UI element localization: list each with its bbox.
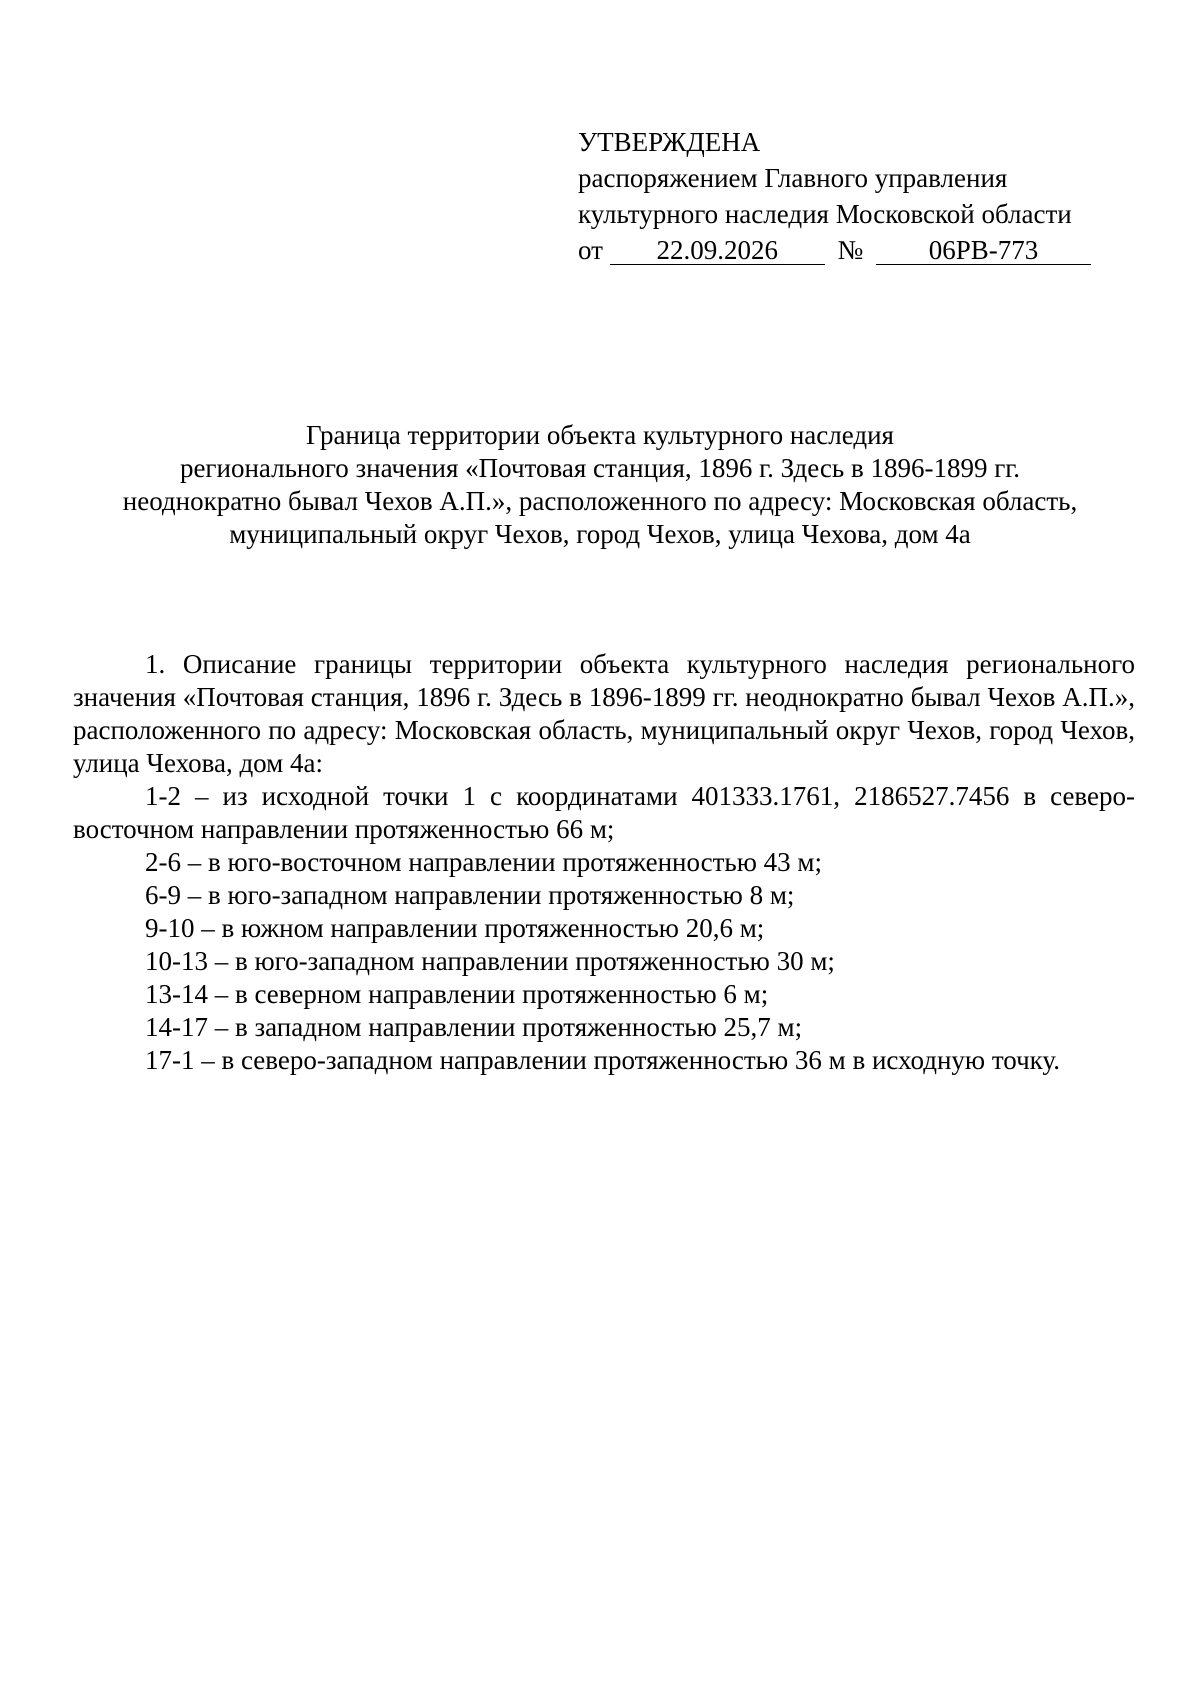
boundary-segment-item: 10-13 – в юго-западном направлении протяженностью 30 м; xyxy=(145,946,835,976)
boundary-segment-item: 13-14 – в северном направлении протяженностью 6 м; xyxy=(145,979,769,1009)
title-line-3: неоднократно бывал Чехов А.П.», расположенного по адресу: Московская область, xyxy=(122,486,1078,516)
date-prefix: от xyxy=(578,235,603,265)
title-line-1: Граница территории объекта культурного наследия xyxy=(306,420,894,450)
document-title xyxy=(60,419,1140,551)
boundary-segment-item: 9-10 – в южном направлении протяженностью 20,6 м; xyxy=(145,913,765,943)
boundary-segment-item: 1-2 – из исходной точки 1 с координатами 401333.1761, 2186527.7456 в северо-восточном направлении протяженностью 66 м; xyxy=(73,781,1135,844)
title-line-2: регионального значения «Почтовая станция, 1896 г. Здесь в 1896-1899 гг. xyxy=(179,453,1021,483)
approval-line-2: культурного наследия Московской области xyxy=(578,199,1072,229)
boundary-segment-item: 6-9 – в юго-западном направлении протяженностью 8 м; xyxy=(145,880,795,910)
section-intro-paragraph: 1. Описание границы территории объекта культурного наследия регионального значения «Почтовая станция, 1896 г. Здесь в 1896-1899 гг. неоднократно бывал Чехов А.П.», расположенного по адресу: Московская область, муниципальный округ Чехов, город Чехов, улица Чехова, дом 4а: xyxy=(73,649,1135,778)
approval-line-1: распоряжением Главного управления xyxy=(578,163,1008,193)
boundary-segment-item: 2-6 – в юго-восточном направлении протяженностью 43 м; xyxy=(145,847,822,877)
boundary-segment-item: 14-17 – в западном направлении протяженностью 25,7 м; xyxy=(145,1012,803,1042)
boundary-segment-item: 17-1 – в северо-западном направлении протяженностью 36 м в исходную точку. xyxy=(145,1045,1060,1075)
title-line-4: муниципальный округ Чехов, город Чехов, улица Чехова, дом 4а xyxy=(229,519,971,549)
approval-date: 22.09.2026 xyxy=(610,236,825,265)
number-sign: № xyxy=(837,235,864,265)
approval-heading: УТВЕРЖДЕНА xyxy=(578,127,761,157)
approval-date-line xyxy=(578,232,1098,268)
approval-block xyxy=(578,124,1098,268)
approval-number: 06РВ-773 xyxy=(876,236,1091,265)
boundary-description xyxy=(73,648,1135,1077)
